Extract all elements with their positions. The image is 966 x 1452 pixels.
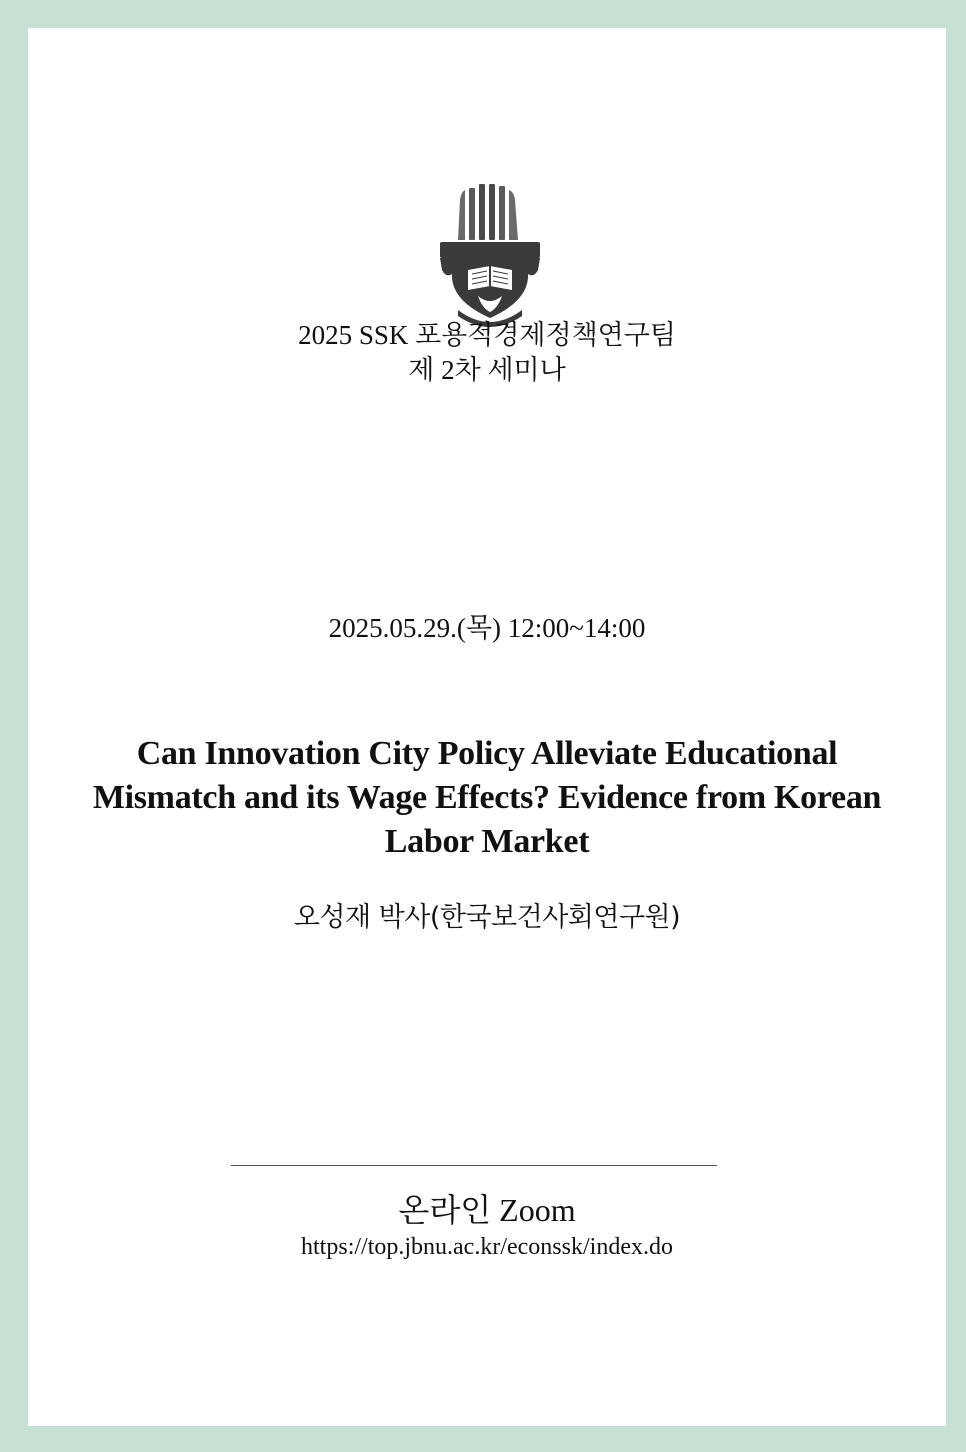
poster-page — [28, 28, 946, 1426]
event-datetime: 2025.05.29.(목) 12:00~14:00 — [328, 613, 646, 643]
seminar-number: 제 2차 세미나 — [408, 355, 566, 385]
talk-title — [48, 732, 926, 864]
organization-name: 2025 SSK 포용적경제정책연구팀 — [298, 320, 676, 350]
venue-mode: 온라인 Zoom — [398, 1192, 576, 1228]
venue-url[interactable]: https://top.jbnu.ac.kr/econssk/index.do — [301, 1234, 673, 1260]
speaker-name: 오성재 박사(한국보건사회연구원) — [293, 902, 681, 933]
divider — [231, 1165, 717, 1166]
talk-title-line: Labor Market — [384, 823, 590, 860]
talk-title-line: Mismatch and its Wage Effects? Evidence from Korean — [92, 779, 882, 816]
university-emblem-icon — [438, 178, 542, 334]
talk-title-line: Can Innovation City Policy Alleviate Educational — [136, 735, 838, 772]
